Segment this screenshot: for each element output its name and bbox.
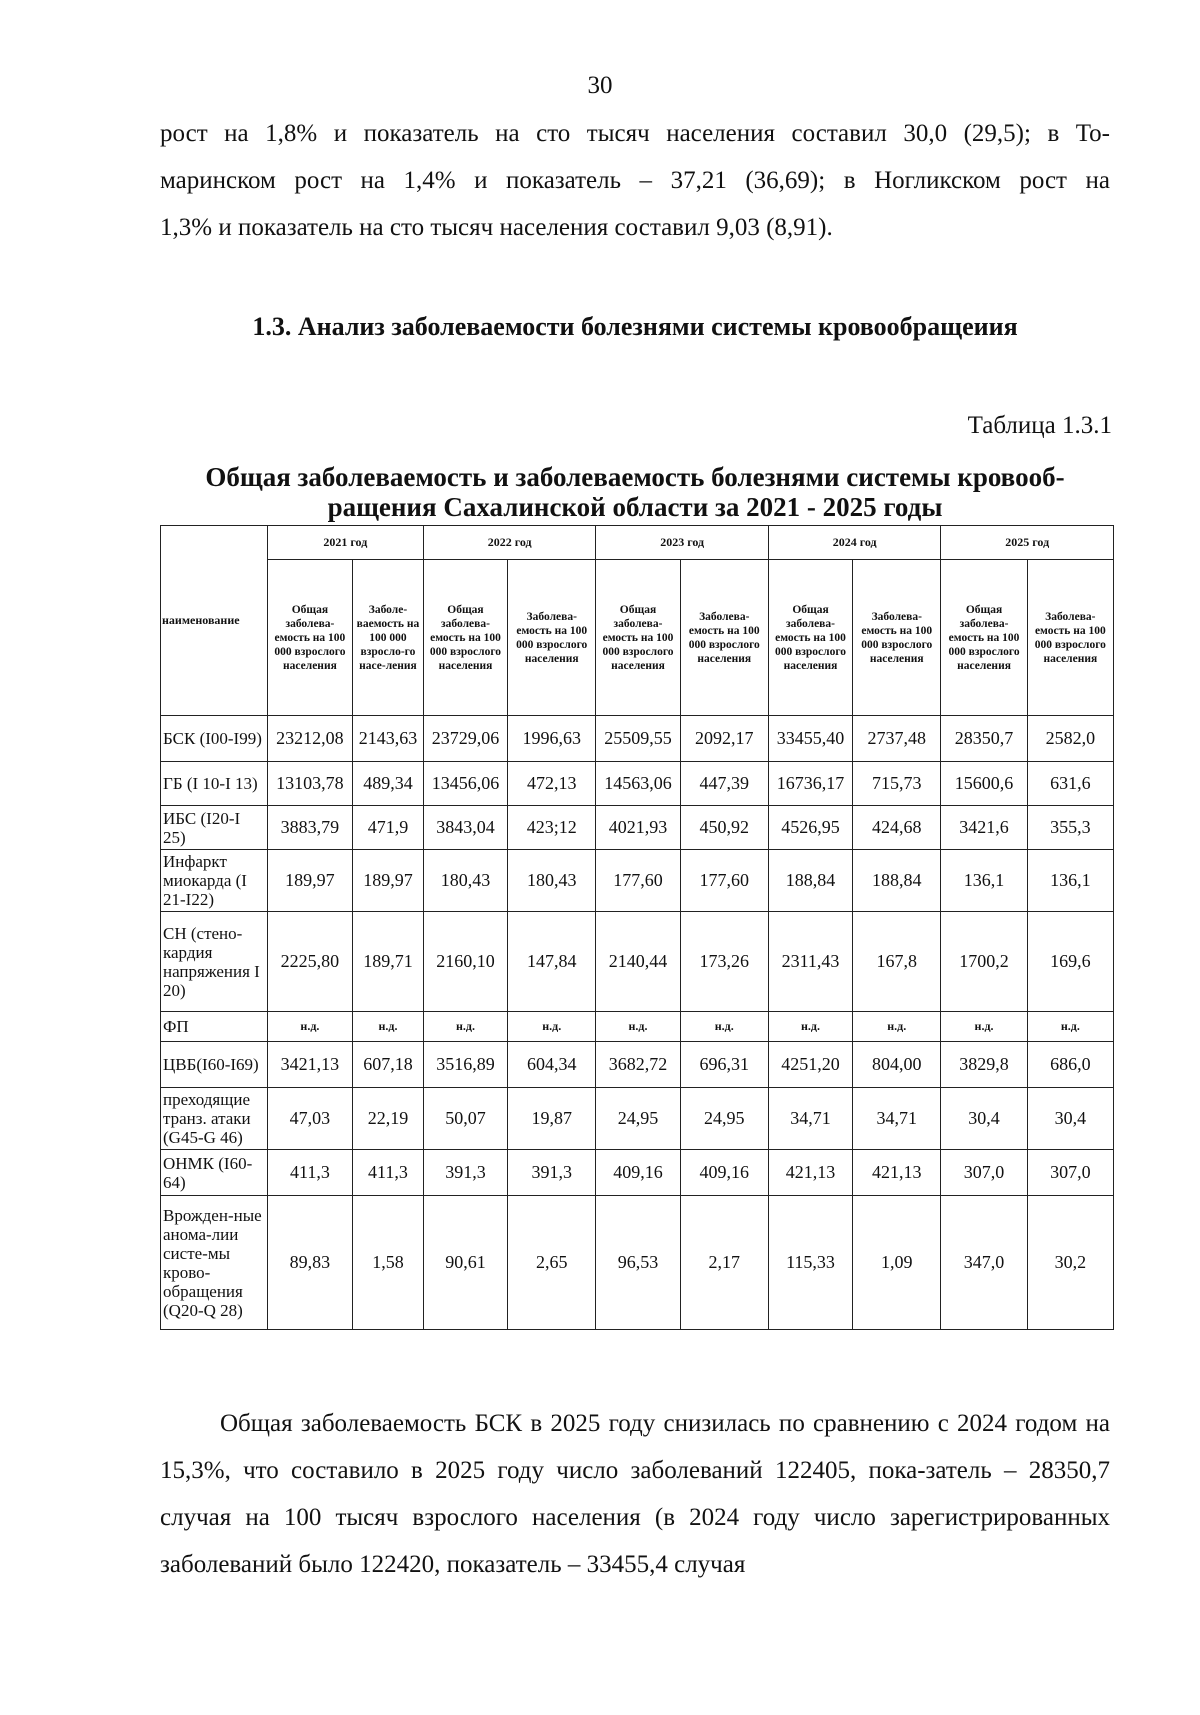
column-subheader: Общая заболева-емость на 100 000 взрослого населения <box>267 560 352 716</box>
table-row <box>161 1150 1114 1196</box>
value-cell: 347,0 <box>941 1196 1027 1330</box>
row-name-cell: Инфаркт миокарда (I 21-I22) <box>161 850 268 912</box>
value-cell: 167,8 <box>853 912 941 1012</box>
value-cell: 19,87 <box>508 1088 596 1150</box>
value-cell: 1996,63 <box>508 716 596 762</box>
value-cell: н.д. <box>853 1012 941 1042</box>
value-cell: 47,03 <box>267 1088 352 1150</box>
value-cell: н.д. <box>768 1012 852 1042</box>
value-cell: 177,60 <box>596 850 680 912</box>
column-subheader: Заболева-емость на 100 000 взрослого населения <box>1027 560 1113 716</box>
value-cell: 115,33 <box>768 1196 852 1330</box>
row-name-cell: ГБ (I 10-I 13) <box>161 762 268 806</box>
table-row <box>161 850 1114 912</box>
column-subheader: Заболева-емость на 100 000 взрослого населения <box>853 560 941 716</box>
value-cell: н.д. <box>353 1012 424 1042</box>
value-cell: 13103,78 <box>267 762 352 806</box>
value-cell: 686,0 <box>1027 1042 1113 1088</box>
year-header: 2022 год <box>423 526 596 560</box>
table-row <box>161 1012 1114 1042</box>
value-cell: 16736,17 <box>768 762 852 806</box>
value-cell: 34,71 <box>768 1088 852 1150</box>
table-title <box>160 462 1110 522</box>
value-cell: 23729,06 <box>423 716 507 762</box>
value-cell: 391,3 <box>508 1150 596 1196</box>
value-cell: 411,3 <box>267 1150 352 1196</box>
table-row <box>161 1196 1114 1330</box>
value-cell: 489,34 <box>353 762 424 806</box>
row-name-cell: Врожден-ные анома-лии систе-мы крово-обращения (Q20-Q 28) <box>161 1196 268 1330</box>
column-subheader: Заболева-емость на 100 000 взрослого населения <box>680 560 768 716</box>
row-name-cell: ИБС (I20-I 25) <box>161 806 268 850</box>
value-cell: 471,9 <box>353 806 424 850</box>
value-cell: 15600,6 <box>941 762 1027 806</box>
page-number: 30 <box>587 72 613 99</box>
column-subheader: Общая заболева-емость на 100 000 взрослого населения <box>768 560 852 716</box>
row-name-cell: ОНМК (I60-64) <box>161 1150 268 1196</box>
value-cell: 136,1 <box>941 850 1027 912</box>
table-row <box>161 716 1114 762</box>
value-cell: н.д. <box>596 1012 680 1042</box>
year-header-row <box>161 526 1114 560</box>
value-cell: 90,61 <box>423 1196 507 1330</box>
column-subheader: Заболе-ваемость на 100 000 взросло-го насе-ления <box>353 560 424 716</box>
value-cell: 409,16 <box>596 1150 680 1196</box>
value-cell: 147,84 <box>508 912 596 1012</box>
value-cell: 25509,55 <box>596 716 680 762</box>
value-cell: 96,53 <box>596 1196 680 1330</box>
row-name-cell: СН (стено-кардия напряжения I 20) <box>161 912 268 1012</box>
value-cell: 355,3 <box>1027 806 1113 850</box>
intro-line: рост на 1,8% и показатель на сто тысяч населения составил 30,0 (29,5); в То- <box>160 120 1110 147</box>
value-cell: 189,71 <box>353 912 424 1012</box>
value-cell: 30,2 <box>1027 1196 1113 1330</box>
value-cell: 136,1 <box>1027 850 1113 912</box>
value-cell: 307,0 <box>941 1150 1027 1196</box>
value-cell: 2,17 <box>680 1196 768 1330</box>
value-cell: 472,13 <box>508 762 596 806</box>
value-cell: н.д. <box>508 1012 596 1042</box>
value-cell: 2582,0 <box>1027 716 1113 762</box>
table-title-line: Общая заболеваемость и заболеваемость болезнями системы кровооб- <box>205 462 1065 492</box>
value-cell: 424,68 <box>853 806 941 850</box>
column-subheader: Общая заболева-емость на 100 000 взрослого населения <box>596 560 680 716</box>
value-cell: 3682,72 <box>596 1042 680 1088</box>
row-name-cell: ЦВБ(I60-I69) <box>161 1042 268 1088</box>
value-cell: 3421,13 <box>267 1042 352 1088</box>
value-cell: 804,00 <box>853 1042 941 1088</box>
value-cell: 1700,2 <box>941 912 1027 1012</box>
value-cell: 28350,7 <box>941 716 1027 762</box>
value-cell: н.д. <box>423 1012 507 1042</box>
table-body <box>161 716 1114 1330</box>
value-cell: 2092,17 <box>680 716 768 762</box>
value-cell: 189,97 <box>267 850 352 912</box>
name-column-header: наименование <box>161 526 268 716</box>
value-cell: 3516,89 <box>423 1042 507 1088</box>
value-cell: 391,3 <box>423 1150 507 1196</box>
value-cell: 22,19 <box>353 1088 424 1150</box>
value-cell: 50,07 <box>423 1088 507 1150</box>
year-header: 2024 год <box>768 526 941 560</box>
value-cell: 2311,43 <box>768 912 852 1012</box>
table-row <box>161 912 1114 1012</box>
value-cell: 3883,79 <box>267 806 352 850</box>
value-cell: 421,13 <box>853 1150 941 1196</box>
table-row <box>161 762 1114 806</box>
table-row <box>161 806 1114 850</box>
value-cell: 2737,48 <box>853 716 941 762</box>
year-header: 2023 год <box>596 526 769 560</box>
table-title-line: ращения Сахалинской области за 2021 - 2025 годы <box>327 492 943 522</box>
table-label: Таблица 1.3.1 <box>967 412 1112 439</box>
value-cell: 4021,93 <box>596 806 680 850</box>
column-subheader: Заболева-емость на 100 000 взрослого населения <box>508 560 596 716</box>
column-subheader: Общая заболева-емость на 100 000 взрослого населения <box>941 560 1027 716</box>
value-cell: 24,95 <box>596 1088 680 1150</box>
value-cell: 2,65 <box>508 1196 596 1330</box>
value-cell: 188,84 <box>853 850 941 912</box>
value-cell: 180,43 <box>423 850 507 912</box>
value-cell: 696,31 <box>680 1042 768 1088</box>
row-name-cell: ФП <box>161 1012 268 1042</box>
value-cell: 188,84 <box>768 850 852 912</box>
year-header: 2021 год <box>267 526 423 560</box>
value-cell: 3843,04 <box>423 806 507 850</box>
row-name-cell: БСК (I00-I99) <box>161 716 268 762</box>
value-cell: 631,6 <box>1027 762 1113 806</box>
value-cell: 715,73 <box>853 762 941 806</box>
subheader-row <box>161 560 1114 716</box>
value-cell: 13456,06 <box>423 762 507 806</box>
value-cell: 34,71 <box>853 1088 941 1150</box>
value-cell: 177,60 <box>680 850 768 912</box>
value-cell: 1,09 <box>853 1196 941 1330</box>
table-row <box>161 1042 1114 1088</box>
value-cell: 30,4 <box>941 1088 1027 1150</box>
value-cell: н.д. <box>267 1012 352 1042</box>
value-cell: 423;12 <box>508 806 596 850</box>
value-cell: 189,97 <box>353 850 424 912</box>
value-cell: 447,39 <box>680 762 768 806</box>
intro-paragraph <box>160 110 1110 251</box>
value-cell: 4251,20 <box>768 1042 852 1088</box>
value-cell: 411,3 <box>353 1150 424 1196</box>
value-cell: н.д. <box>941 1012 1027 1042</box>
closing-text: Общая заболеваемость БСК в 2025 году снизилась по сравнению с 2024 годом на 15,3%, что составило в 2025 году число заболеваний 122405, пока-затель – 28350,7 случая на 100 тысяч взрослого населения (в 2024 году число зарегистрированных заболеваний было 122420, показатель – 33455,4 случая <box>160 1410 1110 1578</box>
value-cell: н.д. <box>1027 1012 1113 1042</box>
value-cell: 421,13 <box>768 1150 852 1196</box>
value-cell: 3829,8 <box>941 1042 1027 1088</box>
value-cell: 2160,10 <box>423 912 507 1012</box>
value-cell: 173,26 <box>680 912 768 1012</box>
value-cell: 409,16 <box>680 1150 768 1196</box>
value-cell: 3421,6 <box>941 806 1027 850</box>
value-cell: 89,83 <box>267 1196 352 1330</box>
value-cell: 180,43 <box>508 850 596 912</box>
value-cell: 450,92 <box>680 806 768 850</box>
value-cell: 23212,08 <box>267 716 352 762</box>
value-cell: 2143,63 <box>353 716 424 762</box>
value-cell: н.д. <box>680 1012 768 1042</box>
value-cell: 33455,40 <box>768 716 852 762</box>
value-cell: 2225,80 <box>267 912 352 1012</box>
year-header: 2025 год <box>941 526 1114 560</box>
column-subheader: Общая заболева-емость на 100 000 взрослого населения <box>423 560 507 716</box>
intro-line: маринском рост на 1,4% и показатель – 37,21 (36,69); в Ногликском рост на <box>160 167 1110 194</box>
value-cell: 169,6 <box>1027 912 1113 1012</box>
value-cell: 14563,06 <box>596 762 680 806</box>
value-cell: 2140,44 <box>596 912 680 1012</box>
closing-paragraph <box>160 1400 1110 1588</box>
section-title: 1.3. Анализ заболеваемости болезнями системы кровообращеиия <box>252 312 1018 341</box>
value-cell: 607,18 <box>353 1042 424 1088</box>
value-cell: 604,34 <box>508 1042 596 1088</box>
value-cell: 307,0 <box>1027 1150 1113 1196</box>
row-name-cell: преходящие транз. атаки (G45-G 46) <box>161 1088 268 1150</box>
value-cell: 30,4 <box>1027 1088 1113 1150</box>
value-cell: 24,95 <box>680 1088 768 1150</box>
value-cell: 1,58 <box>353 1196 424 1330</box>
morbidity-table <box>160 525 1114 1330</box>
intro-line: 1,3% и показатель на сто тысяч населения составил 9,03 (8,91). <box>160 214 833 241</box>
table-row <box>161 1088 1114 1150</box>
value-cell: 4526,95 <box>768 806 852 850</box>
